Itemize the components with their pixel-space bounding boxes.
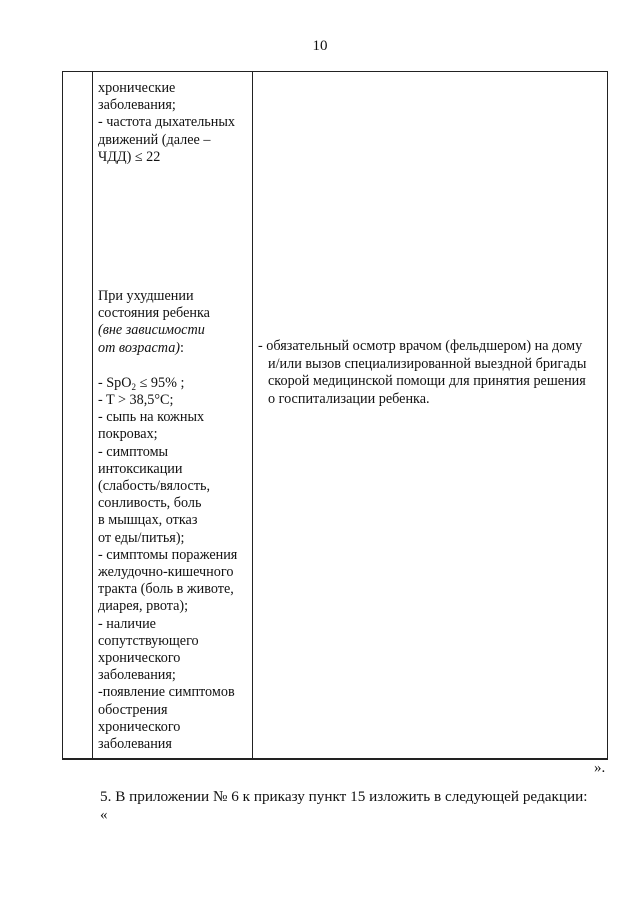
age-note-colon: : — [180, 339, 184, 356]
criterion-line: хронического — [98, 650, 181, 667]
criterion-line: - симптомы поражения — [98, 546, 238, 563]
criterion-line: диарея, рвота); — [98, 598, 189, 615]
spo2-criterion — [98, 375, 252, 392]
criterion-line: заболевания; — [98, 667, 176, 684]
criterion-line: интоксикации — [98, 460, 183, 477]
criterion-line: тракта (боль в животе, — [98, 581, 234, 598]
age-note: от возраста) — [98, 339, 181, 356]
criterion-line: (слабость/вялость, — [98, 478, 211, 495]
spo2-subscript: 2 — [131, 381, 137, 392]
criterion-line: - сыпь на кожных — [98, 409, 205, 426]
left-cell-top — [98, 80, 252, 166]
criterion-line: сопутствующего — [98, 632, 199, 649]
cell-line: хронические — [98, 80, 176, 96]
table-column-divider-2 — [252, 71, 253, 759]
right-cell-action — [258, 338, 606, 408]
left-cell-condition — [98, 288, 252, 753]
criterion-line: в мышцах, отказ — [98, 512, 198, 529]
criterion-line: -появление симптомов — [98, 684, 235, 701]
criterion-line: заболевания — [98, 736, 172, 753]
criterion-line: желудочно-кишечного — [98, 564, 234, 581]
action-line: и/или вызов специализированной выездной бригады — [268, 355, 587, 372]
action-line: о госпитализации ребенка. — [268, 390, 430, 407]
criterion-line: - наличие — [98, 615, 156, 632]
paragraph-5: 5. В приложении № 6 к приказу пункт 15 изложить в следующей редакции: — [100, 788, 588, 805]
closing-quote: ». — [594, 760, 606, 776]
table-column-divider-1 — [92, 71, 93, 759]
spacer — [98, 357, 252, 375]
criterion-line: хронического — [98, 718, 181, 735]
criterion-line: - симптомы — [98, 443, 169, 460]
criterion-line: сонливость, боль — [98, 495, 202, 512]
criterion-line: обострения — [98, 701, 168, 718]
cell-line: движений (далее – — [98, 131, 211, 148]
action-line: скорой медицинской помощи для принятия решения — [268, 373, 586, 390]
table-border-left — [62, 71, 63, 759]
action-line: - обязательный осмотр врачом (фельдшером) на дому — [258, 338, 583, 354]
cell-line: ЧДД) ≤ 22 — [98, 148, 161, 165]
condition-heading: состояния ребенка — [98, 305, 210, 322]
criterion-line: - T > 38,5°C; — [98, 392, 174, 409]
cell-line: заболевания; — [98, 97, 176, 114]
table-border-right — [607, 71, 608, 759]
age-note: (вне зависимости — [98, 322, 205, 339]
spo2-suffix: ≤ 95% ; — [136, 374, 185, 391]
spo2-prefix: - SpO — [98, 374, 132, 391]
cell-line: - частота дыхательных — [98, 114, 235, 131]
criterion-line: покровах; — [98, 426, 158, 443]
condition-heading: При ухудшении — [98, 288, 194, 304]
age-note-line — [98, 340, 252, 357]
opening-quote: « — [100, 807, 108, 823]
page-number: 10 — [312, 38, 328, 54]
criterion-line: от еды/питья); — [98, 529, 185, 546]
